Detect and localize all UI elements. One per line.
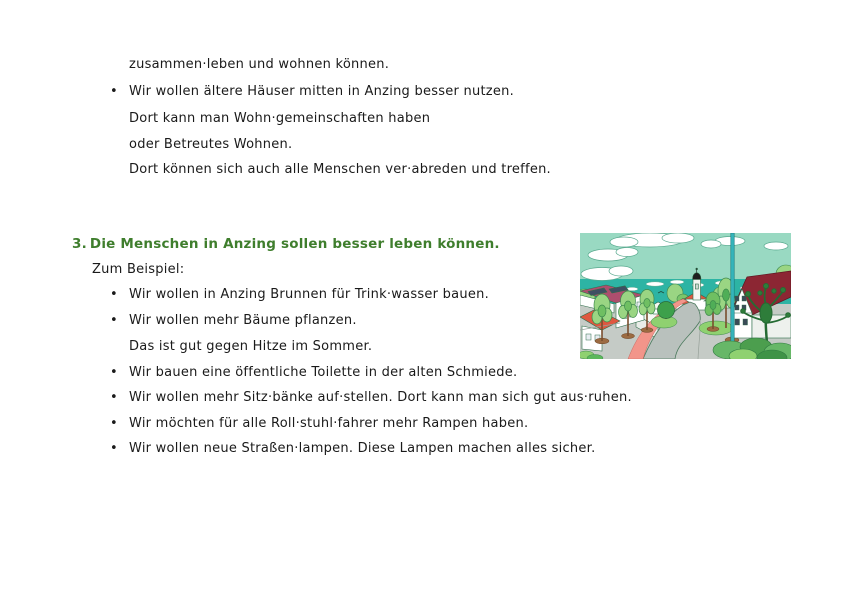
bullet-icon: • — [110, 441, 118, 456]
list-item-subline: Das ist gut gegen Hitze im Sommer. — [129, 339, 373, 354]
bullet-icon: • — [110, 313, 118, 328]
list-item — [110, 415, 528, 432]
list-item — [110, 312, 357, 329]
list-item-text: Wir wollen mehr Sitz·bänke auf·stellen. Dort kann man sich gut aus·ruhen. — [129, 390, 632, 405]
village-street-illustration — [580, 233, 791, 359]
village-illustration-svg — [580, 233, 791, 359]
list-item — [110, 286, 489, 303]
section-intro: Zum Beispiel: — [92, 262, 185, 277]
list-item-text: Wir möchten für alle Roll·stuhl·fahrer mehr Rampen haben. — [129, 416, 529, 431]
street-lamp-pole — [731, 233, 734, 345]
list-item — [110, 364, 517, 381]
paragraph-line: zusammen·leben und wohnen können. — [129, 57, 390, 72]
section-heading — [72, 236, 500, 253]
list-item-text: Wir wollen in Anzing Brunnen für Trink·wasser bauen. — [129, 287, 489, 302]
bullet-icon: • — [110, 84, 118, 99]
list-item — [110, 389, 632, 406]
bullet-icon: • — [110, 287, 118, 302]
list-item-subline: Dort können sich auch alle Menschen ver·abreden und treffen. — [129, 162, 551, 177]
bullet-icon: • — [110, 365, 118, 380]
list-item-subline: Dort kann man Wohn·gemeinschaften haben — [129, 111, 431, 126]
section-title: Die Menschen in Anzing sollen besser leben können. — [89, 236, 500, 252]
list-item-text: Wir wollen ältere Häuser mitten in Anzing besser nutzen. — [129, 84, 514, 99]
list-item-text: Wir wollen neue Straßen·lampen. Diese Lampen machen alles sicher. — [129, 441, 596, 456]
list-item — [110, 83, 514, 100]
list-item-text: Wir wollen mehr Bäume pflanzen. — [129, 313, 357, 328]
list-item-text: Wir bauen eine öffentliche Toilette in der alten Schmiede. — [129, 365, 518, 380]
list-item-subline: oder Betreutes Wohnen. — [129, 137, 293, 152]
bullet-icon: • — [110, 390, 118, 405]
bullet-icon: • — [110, 416, 118, 431]
list-item — [110, 440, 595, 457]
section-number: 3. — [72, 236, 87, 252]
